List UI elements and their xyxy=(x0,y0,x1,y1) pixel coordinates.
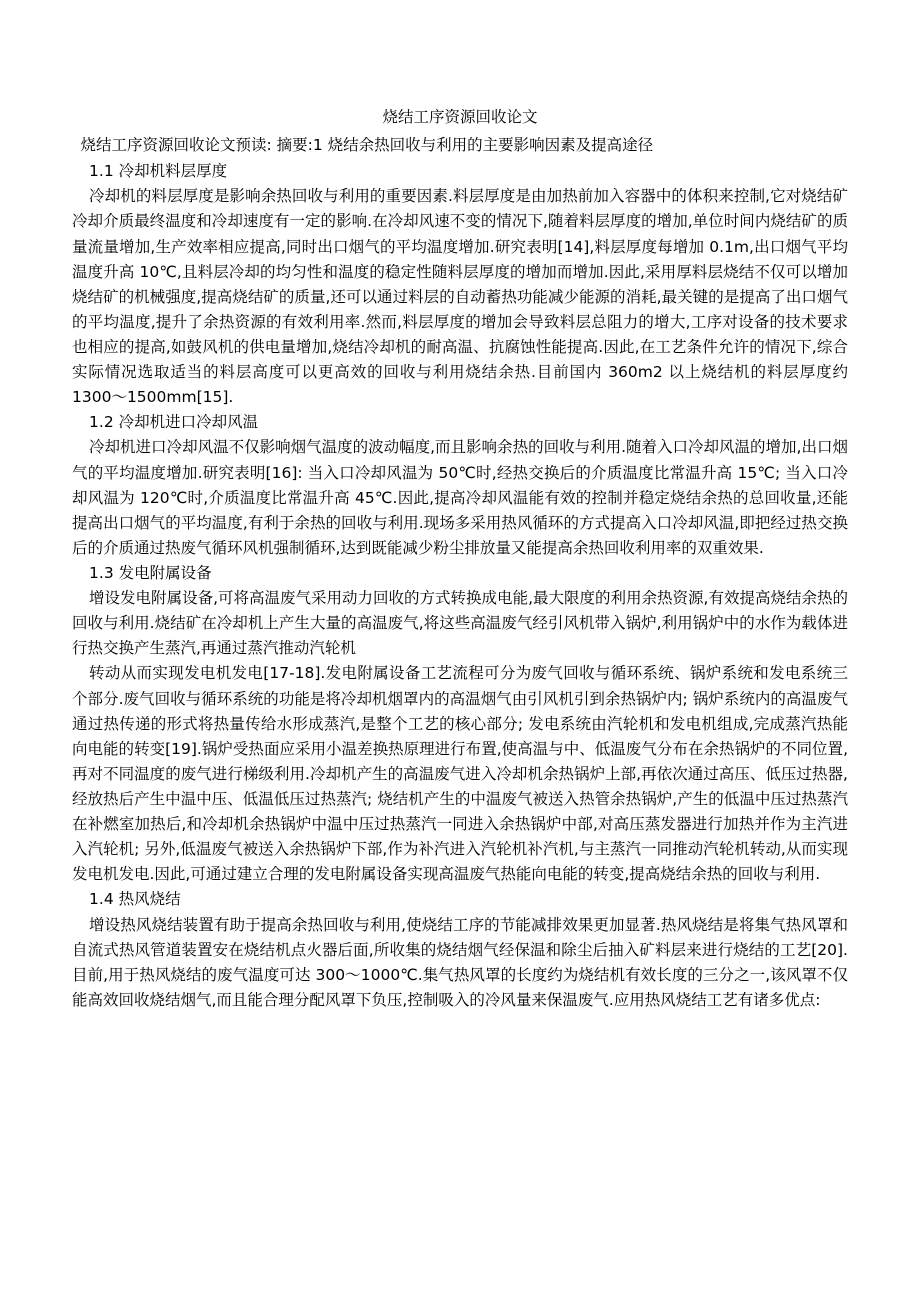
section-paragraph-1-3-1: 转动从而实现发电机发电[17-18].发电附属设备工艺流程可分为废气回收与循环系统、锅炉系统和发电系统三个部分.废气回收与循环系统的功能是将冷却机烟罩内的高温烟气由引风机引到余热锅炉内; 锅炉系统内的高温废气通过热传递的形式将热量传给水形成蒸汽,是整个工艺的核心部分; 发电系统由汽轮机和发电机组成,完成蒸汽热能向电能的转变[19].锅炉受热面应采用小温差换热原理进行布置,使高温与中、低温废气分布在余热锅炉的不同位置,再对不同温度的废气进行梯级利用.冷却机产生的高温废气进入冷却机余热锅炉上部,再依次通过高压、低压过热器,经放热后产生中温中压、低温低压过热蒸汽; 烧结机产生的中温废气被送入热管余热锅炉,产生的低温中压过热蒸汽在补燃室加热后,和冷却机余热锅炉中温中压过热蒸汽一同进入余热锅炉中部,对高压蒸发器进行加热并作为主汽进入汽轮机; 另外,低温废气被送入余热锅炉下部,作为补汽进入汽轮机补汽机,与主蒸汽一同推动汽轮机转动,从而实现发电机发电.因此,可通过建立合理的发电附属设备实现高温废气热能向电能的转变,提高烧结余热的回收与利用. xyxy=(72,664,848,884)
section-paragraph-1-1-0: 冷却机的料层厚度是影响余热回收与利用的重要因素.料层厚度是由加热前加入容器中的体积来控制,它对烧结矿冷却介质最终温度和冷却速度有一定的影响.在冷却风速不变的情况下,随着料层厚度的增加,单位时间内烧结矿的质量流量增加,生产效率相应提高,同时出口烟气的平均温度增加.研究表明[14],料层厚度每增加 0.1m,出口烟气平均温度升高 10℃,且料层冷却的均匀性和温度的稳定性随料层厚度的增加而增加.因此,采用厚料层烧结不仅可以增加烧结矿的机械强度,提高烧结矿的质量,还可以通过料层的自动蓄热功能减少能源的消耗,最关键的是提高了出口烟气的平均温度,提升了余热资源的有效利用率.然而,料层厚度的增加会导致料层总阻力的增大,工序对设备的技术要求也相应的提高,如鼓风机的供电量增加,烧结冷却机的耐高温、抗腐蚀性能提高.因此,在工艺条件允许的情况下,综合实际情况选取适当的料层高度可以更高效的回收与利用烧结余热.目前国内 360m2 以上烧结机的料层厚度约 1300～1500mm[15]. xyxy=(72,187,848,407)
page-title: 烧结工序资源回收论文 xyxy=(382,108,538,126)
section-heading-1-4: 1.4 热风烧结 xyxy=(89,890,181,909)
section-heading-1-2: 1.2 冷却机进口冷却风温 xyxy=(89,413,259,432)
section-heading-1-3: 1.3 发电附属设备 xyxy=(89,563,212,582)
section-paragraph-1-4-0: 增设热风烧结装置有助于提高余热回收与利用,使烧结工序的节能减排效果更加显著.热风烧结是将集气热风罩和自流式热风管道装置安在烧结机点火器后面,所收集的烧结烟气经保温和除尘后抽入矿料层来进行烧结的工艺[20].目前,用于热风烧结的废气温度可达 300～1000℃.集气热风罩的长度约为烧结机有效长度的三分之一,该风罩不仅能高效回收烧结烟气,而且能合理分配风罩下负压,控制吸入的冷风量来保温废气.应用热风烧结工艺有诸多优点: xyxy=(72,915,848,1009)
section-paragraph-1-3-0: 增设发电附属设备,可将高温废气采用动力回收的方式转换成电能,最大限度的利用余热资源,有效提高烧结余热的回收与利用.烧结矿在冷却机上产生大量的高温废气,将这些高温废气经引风机带入锅炉,利用锅炉中的水作为载体进行热交换产生蒸汽,再通过蒸汽推动汽轮机 xyxy=(72,589,848,658)
section-heading-1-1: 1.1 冷却机料层厚度 xyxy=(89,162,228,181)
section-paragraph-1-2-0: 冷却机进口冷却风温不仅影响烟气温度的波动幅度,而且影响余热的回收与利用.随着入口冷却风温的增加,出口烟气的平均温度增加.研究表明[16]: 当入口冷却风温为 50℃时,经热交换后的介质温度比常温升高 15℃; 当入口冷却风温为 120℃时,介质温度比常温升高 45℃.因此,提高冷却风温能有效的控制并稳定烧结余热的总回收量,还能提高出口烟气的平均温度,有利于余热的回收与利用.现场多采用热风循环的方式提高入口冷却风温,即把经过热交换后的介质通过热废气循环风机强制循环,达到既能减少粉尘排放量又能提高余热回收利用率的双重效果. xyxy=(72,438,848,557)
abstract-preview: 烧结工序资源回收论文预读: 摘要:1 烧结余热回收与利用的主要影响因素及提高途径 xyxy=(80,136,654,155)
